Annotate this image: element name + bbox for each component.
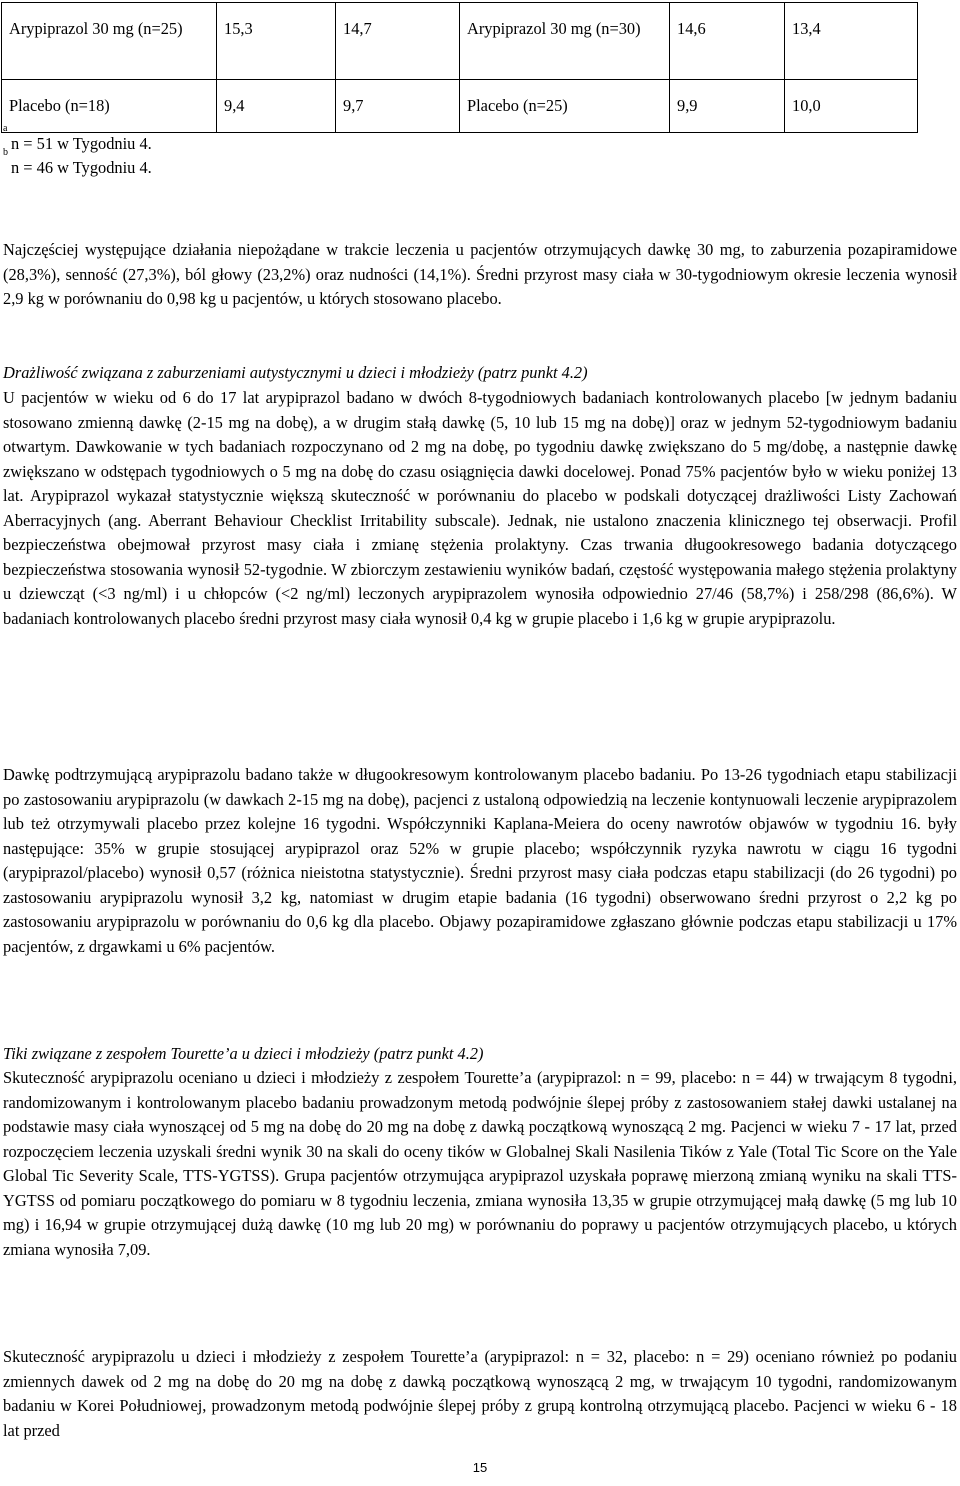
footnote-mark: a bbox=[3, 123, 8, 134]
page-number: 15 bbox=[472, 1460, 488, 1475]
footnote-text: n = 46 w Tygodniu 4. bbox=[11, 158, 152, 177]
paragraph-autism-studies: U pacjentów w wieku od 6 do 17 lat arypiprazol badano w dwóch 8-tygodniowych badaniach kontrolowanych placebo [w jednym badaniu stosowano zmienną dawkę (2-15 mg na dobę), a w drugim stałą dawkę (5, 10 lub 15 mg na dobę)] oraz w jednym 52-tygodniowym badaniu otwartym. Dawkowanie w tych badaniach rozpoczynano od 2 mg na dobę, po tygodniu dawkę zwiększano do 5 mg/dobę, a następnie dawkę zwiększano w odstępach tygodniowych o 5 mg na dobę do czasu osiągnięcia dawki docelowej. Ponad 75% pacjentów było w wieku poniżej 13 lat. Arypiprazol wykazał statystycznie większą skuteczność w porównaniu do placebo w podskali dotyczącej drażliwości Listy Zachowań Aberracyjnych (ang. Aberrant Behaviour Checklist Irritability subscale). Jednak, nie ustalono znaczenia klinicznego tej obserwacji. Profil bezpieczeństwa obejmował przyrost masy ciała i zmianę stężenia prolaktyny. Czas trwania długookresowego badania dotyczącego bezpieczeństwa stosowania wynosił 52-tygodnie. W zbiorczym zestawieniu wyników badań, częstość występowania małego stężenia prolaktyny u dziewcząt (<3 ng/ml) i u chłopców (<2 ng/ml) leczonych arypiprazolem wynosiła odpowiednio 27/46 (58,7%) i 258/298 (86,6%). W badaniach kontrolowanych placebo średni przyrost masy ciała wynosił 0,4 kg w grupie placebo i 1,6 kg w grupie arypiprazolu. bbox=[3, 388, 957, 628]
results-table bbox=[1, 2, 918, 133]
table-cell: 9,7 bbox=[336, 80, 460, 133]
table-cell: 9,4 bbox=[217, 80, 336, 133]
table-cell: 10,0 bbox=[785, 80, 918, 133]
footnote-mark: b bbox=[3, 147, 8, 158]
table-cell: Arypiprazol 30 mg (n=25) bbox=[2, 3, 217, 80]
table-cell: 9,9 bbox=[670, 80, 785, 133]
table-cell: 13,4 bbox=[785, 3, 918, 80]
paragraph-tourette-study: Skuteczność arypiprazolu oceniano u dzieci i młodzieży z zespołem Tourette’a (arypiprazol: n = 99, placebo: n = 44) w trwającym 8 tygodni, randomizowanym i kontrolowanym placebo badaniu prowadzonym metodą podwójnie ślepej próby z zastosowaniem stałej dawki ustalanej na podstawie masy ciała wynoszącej od 5 mg na dobę do 20 mg na dobę z dawką początkową wynoszącą 2 mg. Pacjenci w wieku 7 - 17 lat, przed rozpoczęciem leczenia uzyskali średni wynik 30 na skali do oceny tików w Globalnej Skali Nasilenia Tików z Yale (Total Tic Score on the Yale Global Tic Severity Scale, TTS-YGTSS). Grupa pacjentów otrzymująca arypiprazol uzyskała poprawę mierzoną zmianą wyniku na skali TTS-YGTSS od pomiaru początkowego do pomiaru w 8 tygodniu leczenia, zmiana wynosiła 13,35 w grupie otrzymującej małą dawkę (5 mg lub 10 mg) i 16,94 w grupie otrzymującej dużą dawkę (10 mg lub 20 mg) w porównaniu do poprawy u pacjentów otrzymujących placebo, u których zmiana wynosiła 7,09. bbox=[3, 1068, 957, 1259]
table-cell: 14,7 bbox=[336, 3, 460, 80]
table-row bbox=[2, 80, 918, 133]
table-footnotes bbox=[3, 123, 152, 180]
table-row bbox=[2, 3, 918, 80]
paragraph-maintenance-study: Dawkę podtrzymującą arypiprazolu badano także w długookresowym kontrolowanym placebo badaniu. Po 13-26 tygodniach etapu stabilizacji po zastosowaniu arypiprazolu (w dawkach 2-15 mg na dobę), pacjenci z ustaloną odpowiedzią na leczenie kontynuowali leczenie arypiprazolem lub też otrzymywali placebo przez kolejne 16 tygodni. Współczynniki Kaplana-Meiera do oceny nawrotów objawów w tygodniu 16. były następujące: 35% w grupie stosującej arypiprazol oraz 52% w grupie placebo; współczynnik ryzyka nawrotu w ciągu 16 tygodni (arypiprazol/placebo) wynosił 0,57 (różnica nieistotna statystycznie). Średni przyrost masy ciała podczas etapu stabilizacji (do 26 tygodni) po zastosowaniu arypiprazolu wynosił 3,2 kg, natomiast w drugim etapie badania (16 tygodni) obserwowano średni przyrost o 2,2 kg po zastosowaniu arypiprazolu w porównaniu do 0,6 kg dla placebo. Objawy pozapiramidowe zgłaszano głównie podczas etapu stabilizacji u 17% pacjentów, z drgawkami u 6% pacjentów. bbox=[3, 765, 957, 956]
footnote-text: n = 51 w Tygodniu 4. bbox=[11, 134, 152, 153]
table-cell: 15,3 bbox=[217, 3, 336, 80]
paragraph-adverse-reactions: Najczęściej występujące działania niepożądane w trakcie leczenia u pacjentów otrzymujących dawkę 30 mg, to zaburzenia pozapiramidowe (28,3%), senność (27,3%), ból głowy (23,2%) oraz nudności (14,1%). Średni przyrost masy ciała w 30-tygodniowym okresie leczenia wynosił 2,9 kg w porównaniu do 0,98 kg u pacjentów, u których stosowano placebo. bbox=[3, 240, 957, 309]
table-cell: 14,6 bbox=[670, 3, 785, 80]
table-cell: Arypiprazol 30 mg (n=30) bbox=[460, 3, 670, 80]
section-heading-autism: Drażliwość związana z zaburzeniami autystycznymi u dzieci i młodzieży (patrz punkt 4.2) bbox=[3, 363, 588, 383]
footnote bbox=[3, 147, 152, 180]
paragraph-tourette-korea-study: Skuteczność arypiprazolu u dzieci i młodzieży z zespołem Tourette’a (arypiprazol: n = 32, placebo: n = 29) oceniano również po podaniu zmiennych dawek od 2 mg na dobę do 20 mg na dobę z dawką początkową wynoszącą 2 mg, w trwającym 10 tygodni, randomizowanym badaniu w Korei Południowej, prowadzonym metodą podwójnie ślepej próby z grupą kontrolną otrzymującą placebo. Pacjenci w wieku 6 - 18 lat przed bbox=[3, 1347, 957, 1440]
table-cell: Placebo (n=25) bbox=[460, 80, 670, 133]
table-cell: Placebo (n=18) bbox=[2, 80, 217, 133]
section-heading-tourette: Tiki związane z zespołem Tourette’a u dzieci i młodzieży (patrz punkt 4.2) bbox=[3, 1044, 484, 1064]
footnote bbox=[3, 123, 152, 156]
